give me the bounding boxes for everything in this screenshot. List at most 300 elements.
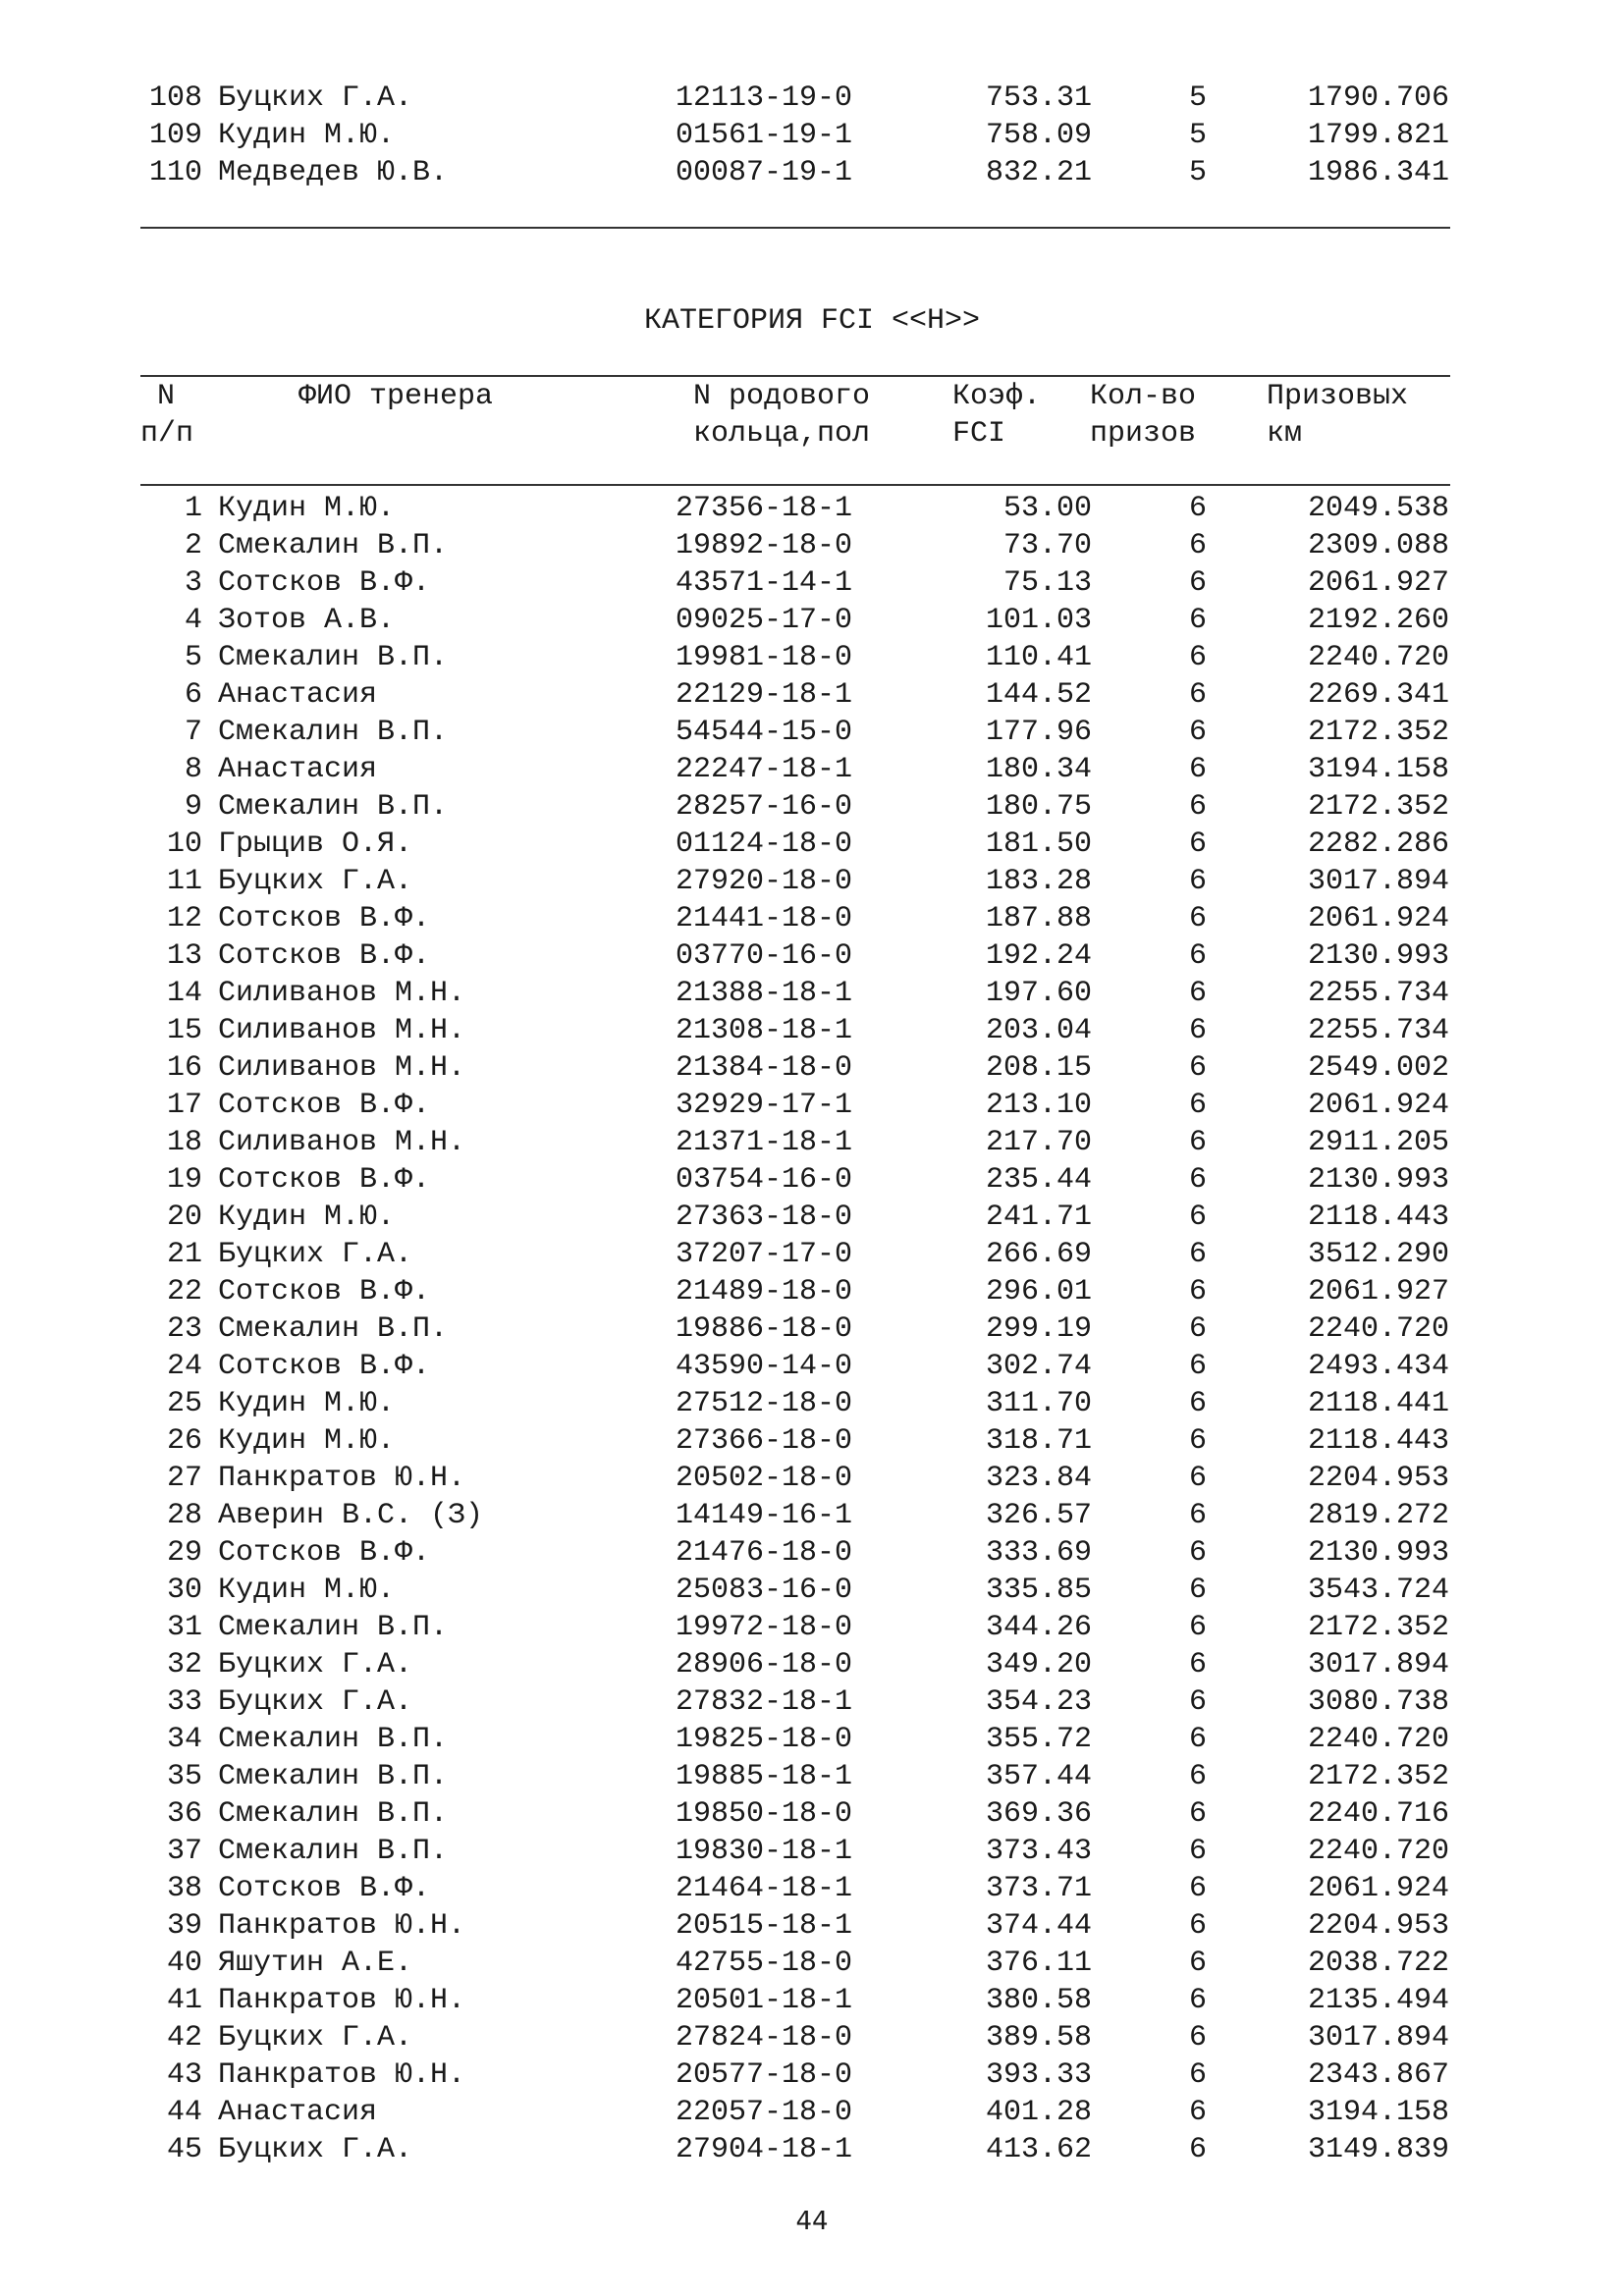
trainer-name: Сотсков В.Ф. bbox=[218, 1536, 431, 1570]
ring-number: 21308-18-1 bbox=[676, 1014, 853, 1047]
table-row bbox=[0, 1087, 1624, 1124]
ring-number: 27920-18-0 bbox=[676, 865, 853, 898]
fci-coefficient: 373.43 bbox=[985, 1835, 1092, 1868]
page-number: 44 bbox=[795, 2207, 829, 2236]
fci-coefficient: 266.69 bbox=[985, 1238, 1092, 1271]
row-number: 39 bbox=[166, 1909, 202, 1943]
row-number: 17 bbox=[166, 1089, 202, 1122]
ring-number: 01124-18-0 bbox=[676, 828, 853, 861]
table-row bbox=[0, 639, 1624, 676]
table-row bbox=[0, 714, 1624, 751]
trainer-name: Буцких Г.А. bbox=[218, 1685, 413, 1719]
trainer-name: Смекалин В.П. bbox=[218, 1723, 449, 1756]
table-row bbox=[0, 1273, 1624, 1310]
row-number: 18 bbox=[166, 1126, 202, 1159]
table-row bbox=[0, 2094, 1624, 2131]
ring-number: 27366-18-0 bbox=[676, 1424, 853, 1458]
fci-coefficient: 235.44 bbox=[985, 1163, 1092, 1197]
row-number: 33 bbox=[166, 1685, 202, 1719]
trainer-name: Анастасия bbox=[218, 753, 378, 786]
ring-number: 27512-18-0 bbox=[676, 1387, 853, 1420]
ring-number: 27356-18-1 bbox=[676, 492, 853, 525]
fci-coefficient: 181.50 bbox=[985, 828, 1092, 861]
prize-km: 2240.720 bbox=[1307, 1312, 1449, 1346]
header-bottom-rule bbox=[140, 484, 1450, 486]
trainer-name: Сотсков В.Ф. bbox=[218, 1089, 431, 1122]
prize-km: 2130.993 bbox=[1307, 939, 1449, 973]
table-row bbox=[0, 1460, 1624, 1497]
prize-km: 2309.088 bbox=[1307, 529, 1449, 562]
header-ring: N родового bbox=[693, 380, 871, 413]
ring-number: 09025-17-0 bbox=[676, 604, 853, 637]
table-row bbox=[0, 1982, 1624, 2019]
row-number: 29 bbox=[166, 1536, 202, 1570]
prize-count: 6 bbox=[1188, 1014, 1207, 1047]
prize-km: 2549.002 bbox=[1307, 1051, 1449, 1085]
row-number: 44 bbox=[166, 2096, 202, 2129]
prize-count: 6 bbox=[1188, 678, 1207, 712]
trainer-name: Панкратов Ю.Н. bbox=[218, 1462, 466, 1495]
trainer-name: Силиванов М.Н. bbox=[218, 1126, 466, 1159]
prize-count: 6 bbox=[1188, 2133, 1207, 2166]
trainer-name: Силиванов М.Н. bbox=[218, 1014, 466, 1047]
fci-coefficient: 389.58 bbox=[985, 2021, 1092, 2055]
ring-number: 43571-14-1 bbox=[676, 566, 853, 600]
prize-km: 2118.443 bbox=[1307, 1201, 1449, 1234]
table-row bbox=[0, 975, 1624, 1012]
prize-km: 2819.272 bbox=[1307, 1499, 1449, 1532]
fci-coefficient: 73.70 bbox=[1002, 529, 1092, 562]
prize-count: 6 bbox=[1188, 1387, 1207, 1420]
header-km: Призовых bbox=[1267, 380, 1409, 413]
prize-km: 3543.724 bbox=[1307, 1574, 1449, 1607]
prize-km: 2130.993 bbox=[1307, 1163, 1449, 1197]
prize-km: 3194.158 bbox=[1307, 753, 1449, 786]
ring-number: 22129-18-1 bbox=[676, 678, 853, 712]
row-number: 12 bbox=[166, 902, 202, 935]
fci-coefficient: 302.74 bbox=[985, 1350, 1092, 1383]
row-number: 2 bbox=[184, 529, 202, 562]
row-number: 19 bbox=[166, 1163, 202, 1197]
prize-km: 3080.738 bbox=[1307, 1685, 1449, 1719]
trainer-name: Смекалин В.П. bbox=[218, 716, 449, 749]
row-number: 26 bbox=[166, 1424, 202, 1458]
header-count-sub: призов bbox=[1090, 417, 1197, 451]
fci-coefficient: 349.20 bbox=[985, 1648, 1092, 1682]
prize-count: 6 bbox=[1188, 1499, 1207, 1532]
ring-number: 28257-16-0 bbox=[676, 790, 853, 824]
row-number: 40 bbox=[166, 1947, 202, 1980]
prize-km: 2118.443 bbox=[1307, 1424, 1449, 1458]
trainer-name: Сотсков В.Ф. bbox=[218, 1163, 431, 1197]
prize-km: 2061.927 bbox=[1307, 1275, 1449, 1308]
fci-coefficient: 344.26 bbox=[985, 1611, 1092, 1644]
fci-coefficient: 311.70 bbox=[985, 1387, 1092, 1420]
trainer-name: Панкратов Ю.Н. bbox=[218, 2058, 466, 2092]
table-row bbox=[0, 2019, 1624, 2056]
prize-count: 6 bbox=[1188, 1872, 1207, 1905]
prize-count: 6 bbox=[1188, 1089, 1207, 1122]
table-row bbox=[0, 1907, 1624, 1945]
prize-km: 2343.867 bbox=[1307, 2058, 1449, 2092]
fci-coefficient: 401.28 bbox=[985, 2096, 1092, 2129]
ring-number: 20577-18-0 bbox=[676, 2058, 853, 2092]
row-number: 7 bbox=[184, 716, 202, 749]
ring-number: 27832-18-1 bbox=[676, 1685, 853, 1719]
table-row bbox=[0, 1012, 1624, 1049]
fci-coefficient: 192.24 bbox=[985, 939, 1092, 973]
fci-coefficient: 187.88 bbox=[985, 902, 1092, 935]
prize-count: 6 bbox=[1188, 492, 1207, 525]
prize-km: 2240.720 bbox=[1307, 1723, 1449, 1756]
prize-km: 2118.441 bbox=[1307, 1387, 1449, 1420]
prize-count: 6 bbox=[1188, 1685, 1207, 1719]
table-row bbox=[0, 1534, 1624, 1572]
row-number: 22 bbox=[166, 1275, 202, 1308]
row-number: 41 bbox=[166, 1984, 202, 2017]
table-row bbox=[0, 1572, 1624, 1609]
ring-number: 14149-16-1 bbox=[676, 1499, 853, 1532]
ring-number: 20515-18-1 bbox=[676, 1909, 853, 1943]
prize-count: 6 bbox=[1188, 1835, 1207, 1868]
row-number: 35 bbox=[166, 1760, 202, 1793]
row-number: 16 bbox=[166, 1051, 202, 1085]
table-row bbox=[0, 1945, 1624, 1982]
fci-coefficient: 183.28 bbox=[985, 865, 1092, 898]
row-number: 21 bbox=[166, 1238, 202, 1271]
trainer-name: Панкратов Ю.Н. bbox=[218, 1984, 466, 2017]
row-number: 27 bbox=[166, 1462, 202, 1495]
prize-count: 6 bbox=[1188, 1312, 1207, 1346]
prize-count: 6 bbox=[1188, 1536, 1207, 1570]
table-row bbox=[0, 1199, 1624, 1236]
prize-count: 6 bbox=[1188, 828, 1207, 861]
prize-km: 1790.706 bbox=[1307, 81, 1449, 115]
row-number: 20 bbox=[166, 1201, 202, 1234]
prize-km: 2282.286 bbox=[1307, 828, 1449, 861]
fci-coefficient: 241.71 bbox=[985, 1201, 1092, 1234]
ring-number: 43590-14-0 bbox=[676, 1350, 853, 1383]
prize-km: 2240.720 bbox=[1307, 1835, 1449, 1868]
ring-number: 42755-18-0 bbox=[676, 1947, 853, 1980]
prize-km: 3194.158 bbox=[1307, 2096, 1449, 2129]
prize-km: 2255.734 bbox=[1307, 1014, 1449, 1047]
category-title: КАТЕГОРИЯ FCI <<H>> bbox=[643, 304, 981, 338]
prize-count: 6 bbox=[1188, 1201, 1207, 1234]
trainer-name: Смекалин В.П. bbox=[218, 1797, 449, 1831]
prize-count: 6 bbox=[1188, 1462, 1207, 1495]
table-row bbox=[0, 937, 1624, 975]
fci-coefficient: 213.10 bbox=[985, 1089, 1092, 1122]
ring-number: 20502-18-0 bbox=[676, 1462, 853, 1495]
table-row bbox=[0, 80, 1624, 117]
table-row bbox=[0, 1236, 1624, 1273]
fci-coefficient: 208.15 bbox=[985, 1051, 1092, 1085]
prize-count: 6 bbox=[1188, 716, 1207, 749]
trainer-name: Зотов А.В. bbox=[218, 604, 396, 637]
ring-number: 19830-18-1 bbox=[676, 1835, 853, 1868]
row-number: 36 bbox=[166, 1797, 202, 1831]
header-n: N bbox=[157, 380, 176, 413]
ring-number: 12113-19-0 bbox=[676, 81, 853, 115]
prize-count: 5 bbox=[1188, 81, 1207, 115]
prize-count: 6 bbox=[1188, 1424, 1207, 1458]
prize-km: 2240.720 bbox=[1307, 641, 1449, 674]
fci-coefficient: 299.19 bbox=[985, 1312, 1092, 1346]
header-ring-sub: кольца,пол bbox=[693, 417, 871, 451]
table-row bbox=[0, 1497, 1624, 1534]
table-row bbox=[0, 602, 1624, 639]
table-row bbox=[0, 527, 1624, 564]
prize-count: 6 bbox=[1188, 1275, 1207, 1308]
trainer-name: Кудин М.Ю. bbox=[218, 492, 396, 525]
ring-number: 27363-18-0 bbox=[676, 1201, 853, 1234]
prize-km: 2172.352 bbox=[1307, 790, 1449, 824]
header-coef: Коэф. bbox=[952, 380, 1042, 413]
ring-number: 19972-18-0 bbox=[676, 1611, 853, 1644]
row-number: 45 bbox=[166, 2133, 202, 2166]
prize-count: 6 bbox=[1188, 1984, 1207, 2017]
fci-coefficient: 110.41 bbox=[985, 641, 1092, 674]
row-number: 5 bbox=[184, 641, 202, 674]
table-row bbox=[0, 1049, 1624, 1087]
fci-coefficient: 393.33 bbox=[985, 2058, 1092, 2092]
ring-number: 19981-18-0 bbox=[676, 641, 853, 674]
trainer-name: Буцких Г.А. bbox=[218, 865, 413, 898]
fci-coefficient: 413.62 bbox=[985, 2133, 1092, 2166]
table-row bbox=[0, 900, 1624, 937]
trainer-name: Анастасия bbox=[218, 2096, 378, 2129]
row-number: 3 bbox=[184, 566, 202, 600]
trainer-name: Буцких Г.А. bbox=[218, 2133, 413, 2166]
prize-km: 3017.894 bbox=[1307, 865, 1449, 898]
fci-coefficient: 180.34 bbox=[985, 753, 1092, 786]
row-number: 32 bbox=[166, 1648, 202, 1682]
ring-number: 27824-18-0 bbox=[676, 2021, 853, 2055]
ring-number: 27904-18-1 bbox=[676, 2133, 853, 2166]
trainer-name: Сотсков В.Ф. bbox=[218, 1350, 431, 1383]
fci-coefficient: 323.84 bbox=[985, 1462, 1092, 1495]
fci-coefficient: 333.69 bbox=[985, 1536, 1092, 1570]
trainer-name: Медведев Ю.В. bbox=[218, 156, 449, 189]
trainer-name: Сотсков В.Ф. bbox=[218, 566, 431, 600]
prize-km: 2049.538 bbox=[1307, 492, 1449, 525]
ring-number: 19825-18-0 bbox=[676, 1723, 853, 1756]
fci-coefficient: 53.00 bbox=[1002, 492, 1092, 525]
prize-km: 2204.953 bbox=[1307, 1909, 1449, 1943]
header-coef-sub: FCI bbox=[952, 417, 1006, 451]
prize-km: 2172.352 bbox=[1307, 1611, 1449, 1644]
fci-coefficient: 101.03 bbox=[985, 604, 1092, 637]
row-number: 13 bbox=[166, 939, 202, 973]
fci-coefficient: 197.60 bbox=[985, 977, 1092, 1010]
fci-coefficient: 217.70 bbox=[985, 1126, 1092, 1159]
prize-count: 6 bbox=[1188, 1797, 1207, 1831]
table-row bbox=[0, 1422, 1624, 1460]
trainer-name: Буцких Г.А. bbox=[218, 81, 413, 115]
ring-number: 21371-18-1 bbox=[676, 1126, 853, 1159]
prize-km: 2240.716 bbox=[1307, 1797, 1449, 1831]
table-row bbox=[0, 788, 1624, 826]
prize-count: 6 bbox=[1188, 566, 1207, 600]
prize-count: 6 bbox=[1188, 1947, 1207, 1980]
fci-coefficient: 326.57 bbox=[985, 1499, 1092, 1532]
ring-number: 21388-18-1 bbox=[676, 977, 853, 1010]
table-row bbox=[0, 863, 1624, 900]
prize-km: 2135.494 bbox=[1307, 1984, 1449, 2017]
trainer-name: Сотсков В.Ф. bbox=[218, 902, 431, 935]
table-row bbox=[0, 2131, 1624, 2168]
row-number: 28 bbox=[166, 1499, 202, 1532]
ring-number: 54544-15-0 bbox=[676, 716, 853, 749]
ring-number: 37207-17-0 bbox=[676, 1238, 853, 1271]
table-row bbox=[0, 1721, 1624, 1758]
trainer-name: Кудин М.Ю. bbox=[218, 1424, 396, 1458]
fci-coefficient: 296.01 bbox=[985, 1275, 1092, 1308]
table-row bbox=[0, 1348, 1624, 1385]
prize-count: 6 bbox=[1188, 977, 1207, 1010]
fci-coefficient: 203.04 bbox=[985, 1014, 1092, 1047]
prize-km: 2172.352 bbox=[1307, 716, 1449, 749]
prize-count: 6 bbox=[1188, 1238, 1207, 1271]
prize-count: 6 bbox=[1188, 865, 1207, 898]
trainer-name: Буцких Г.А. bbox=[218, 1238, 413, 1271]
table-row bbox=[0, 1385, 1624, 1422]
prize-count: 6 bbox=[1188, 2096, 1207, 2129]
fci-coefficient: 369.36 bbox=[985, 1797, 1092, 1831]
trainer-name: Анастасия bbox=[218, 678, 378, 712]
ring-number: 21476-18-0 bbox=[676, 1536, 853, 1570]
prize-km: 1986.341 bbox=[1307, 156, 1449, 189]
prize-count: 6 bbox=[1188, 939, 1207, 973]
trainer-name: Смекалин В.П. bbox=[218, 529, 449, 562]
prize-km: 3512.290 bbox=[1307, 1238, 1449, 1271]
prize-count: 6 bbox=[1188, 902, 1207, 935]
table-row bbox=[0, 1795, 1624, 1833]
prize-km: 2061.924 bbox=[1307, 1089, 1449, 1122]
row-number: 30 bbox=[166, 1574, 202, 1607]
header-km-sub: км bbox=[1267, 417, 1303, 451]
table-row bbox=[0, 1310, 1624, 1348]
fci-coefficient: 374.44 bbox=[985, 1909, 1092, 1943]
header-name: ФИО тренера bbox=[298, 380, 494, 413]
header-top-rule bbox=[140, 375, 1450, 377]
prize-count: 6 bbox=[1188, 1126, 1207, 1159]
trainer-name: Панкратов Ю.Н. bbox=[218, 1909, 466, 1943]
prize-km: 2172.352 bbox=[1307, 1760, 1449, 1793]
table-row bbox=[0, 490, 1624, 527]
row-number: 108 bbox=[148, 81, 202, 115]
table-row bbox=[0, 751, 1624, 788]
trainer-name: Смекалин В.П. bbox=[218, 1760, 449, 1793]
fci-coefficient: 380.58 bbox=[985, 1984, 1092, 2017]
ring-number: 21441-18-0 bbox=[676, 902, 853, 935]
prize-count: 6 bbox=[1188, 753, 1207, 786]
row-number: 1 bbox=[184, 492, 202, 525]
prize-count: 6 bbox=[1188, 1648, 1207, 1682]
ring-number: 01561-19-1 bbox=[676, 119, 853, 152]
trainer-name: Смекалин В.П. bbox=[218, 641, 449, 674]
table-row bbox=[0, 1833, 1624, 1870]
prize-count: 6 bbox=[1188, 2021, 1207, 2055]
row-number: 11 bbox=[166, 865, 202, 898]
prize-count: 6 bbox=[1188, 1051, 1207, 1085]
prize-km: 2130.993 bbox=[1307, 1536, 1449, 1570]
row-number: 38 bbox=[166, 1872, 202, 1905]
prize-count: 6 bbox=[1188, 1350, 1207, 1383]
row-number: 23 bbox=[166, 1312, 202, 1346]
prize-km: 2269.341 bbox=[1307, 678, 1449, 712]
ring-number: 19886-18-0 bbox=[676, 1312, 853, 1346]
ring-number: 19850-18-0 bbox=[676, 1797, 853, 1831]
row-number: 8 bbox=[184, 753, 202, 786]
prize-count: 6 bbox=[1188, 529, 1207, 562]
trainer-name: Кудин М.Ю. bbox=[218, 119, 396, 152]
prize-count: 6 bbox=[1188, 604, 1207, 637]
prize-km: 2255.734 bbox=[1307, 977, 1449, 1010]
prize-count: 6 bbox=[1188, 1909, 1207, 1943]
ring-number: 28906-18-0 bbox=[676, 1648, 853, 1682]
row-number: 9 bbox=[184, 790, 202, 824]
prize-km: 2493.434 bbox=[1307, 1350, 1449, 1383]
table-row bbox=[0, 826, 1624, 863]
ring-number: 19892-18-0 bbox=[676, 529, 853, 562]
fci-coefficient: 75.13 bbox=[1002, 566, 1092, 600]
row-number: 110 bbox=[148, 156, 202, 189]
fci-coefficient: 373.71 bbox=[985, 1872, 1092, 1905]
fci-coefficient: 758.09 bbox=[985, 119, 1092, 152]
ring-number: 03754-16-0 bbox=[676, 1163, 853, 1197]
table-row bbox=[0, 564, 1624, 602]
fci-coefficient: 357.44 bbox=[985, 1760, 1092, 1793]
trainer-name: Кудин М.Ю. bbox=[218, 1387, 396, 1420]
fci-coefficient: 354.23 bbox=[985, 1685, 1092, 1719]
prize-km: 3149.839 bbox=[1307, 2133, 1449, 2166]
table-row bbox=[0, 117, 1624, 154]
ring-number: 19885-18-1 bbox=[676, 1760, 853, 1793]
ring-number: 32929-17-1 bbox=[676, 1089, 853, 1122]
fci-coefficient: 318.71 bbox=[985, 1424, 1092, 1458]
table-row bbox=[0, 1870, 1624, 1907]
fci-coefficient: 753.31 bbox=[985, 81, 1092, 115]
prize-km: 2038.722 bbox=[1307, 1947, 1449, 1980]
prize-km: 2061.927 bbox=[1307, 566, 1449, 600]
fci-coefficient: 376.11 bbox=[985, 1947, 1092, 1980]
table-row bbox=[0, 1161, 1624, 1199]
trainer-name: Смекалин В.П. bbox=[218, 790, 449, 824]
prize-count: 6 bbox=[1188, 790, 1207, 824]
table-row bbox=[0, 154, 1624, 191]
trainer-name: Смекалин В.П. bbox=[218, 1312, 449, 1346]
fci-coefficient: 180.75 bbox=[985, 790, 1092, 824]
ring-number: 20501-18-1 bbox=[676, 1984, 853, 2017]
table-row bbox=[0, 1609, 1624, 1646]
prize-km: 3017.894 bbox=[1307, 2021, 1449, 2055]
prize-count: 5 bbox=[1188, 156, 1207, 189]
prize-km: 2061.924 bbox=[1307, 902, 1449, 935]
prize-count: 6 bbox=[1188, 1163, 1207, 1197]
trainer-name: Смекалин В.П. bbox=[218, 1611, 449, 1644]
ring-number: 00087-19-1 bbox=[676, 156, 853, 189]
prize-count: 6 bbox=[1188, 1723, 1207, 1756]
row-number: 4 bbox=[184, 604, 202, 637]
prize-km: 2911.205 bbox=[1307, 1126, 1449, 1159]
prize-km: 2061.924 bbox=[1307, 1872, 1449, 1905]
ring-number: 21464-18-1 bbox=[676, 1872, 853, 1905]
prize-km: 1799.821 bbox=[1307, 119, 1449, 152]
header-count: Кол-во bbox=[1090, 380, 1197, 413]
row-number: 14 bbox=[166, 977, 202, 1010]
